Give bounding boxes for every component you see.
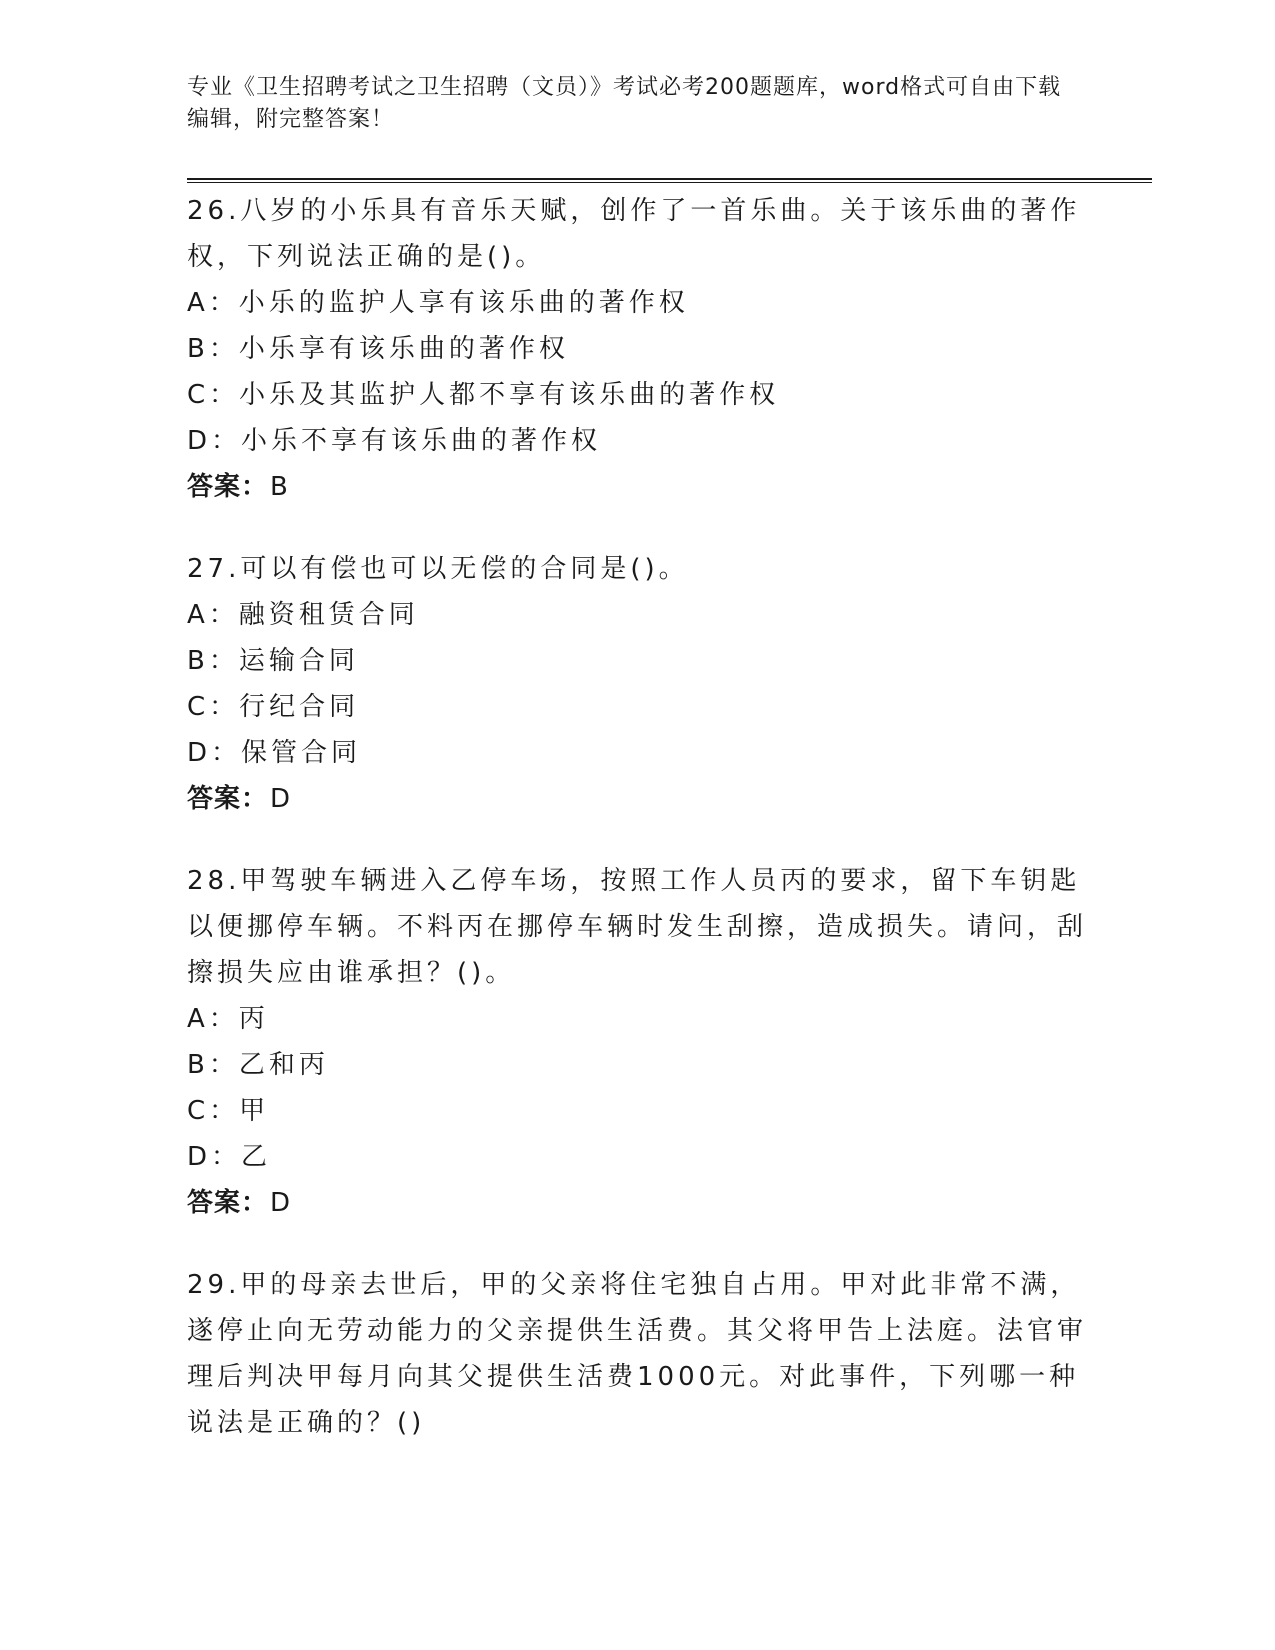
question-27 xyxy=(187,546,1087,822)
question-stem: 28.甲驾驶车辆进入乙停车场，按照工作人员丙的要求，留下车钥匙以便挪停车辆。不料丙在挪停车辆时发生刮擦，造成损失。请问，刮擦损失应由谁承担？()。 xyxy=(187,866,1088,988)
answer-line xyxy=(187,464,1087,510)
answer-value: B xyxy=(270,472,289,502)
answer-line xyxy=(187,1180,1087,1226)
option-b: B：乙和丙 xyxy=(187,1050,329,1080)
option-d: D：保管合同 xyxy=(187,738,362,768)
option-a: A：丙 xyxy=(187,1004,269,1034)
option-c: C：甲 xyxy=(187,1096,270,1126)
answer-value: D xyxy=(270,784,292,814)
question-26 xyxy=(187,188,1087,510)
answer-label: 答案： xyxy=(187,1188,269,1218)
option-d: D：乙 xyxy=(187,1142,272,1172)
option-c: C：小乐及其监护人都不享有该乐曲的著作权 xyxy=(187,380,780,410)
option-a: A：小乐的监护人享有该乐曲的著作权 xyxy=(187,288,689,318)
answer-label: 答案： xyxy=(187,784,269,814)
question-28 xyxy=(187,858,1087,1226)
option-a: A：融资租赁合同 xyxy=(187,600,419,630)
answer-line xyxy=(187,776,1087,822)
answer-label: 答案： xyxy=(187,472,269,502)
option-c: C：行纪合同 xyxy=(187,692,360,722)
question-stem: 26.八岁的小乐具有音乐天赋，创作了一首乐曲。关于该乐曲的著作权，下列说法正确的是()。 xyxy=(187,196,1081,272)
header-divider-thick xyxy=(187,178,1152,180)
option-b: B：小乐享有该乐曲的著作权 xyxy=(187,334,569,364)
option-b: B：运输合同 xyxy=(187,646,359,676)
question-29 xyxy=(187,1262,1087,1446)
page-header: 专业《卫生招聘考试之卫生招聘（文员）》考试必考200题题库，word格式可自由下载编辑，附完整答案！ xyxy=(187,75,1062,132)
option-d: D：小乐不享有该乐曲的著作权 xyxy=(187,426,602,456)
question-stem: 29.甲的母亲去世后，甲的父亲将住宅独自占用。甲对此非常不满，遂停止向无劳动能力的父亲提供生活费。其父将甲告上法庭。法官审理后判决甲每月向其父提供生活费1000元。对此事件，下列哪一种说法是正确的？() xyxy=(187,1270,1088,1438)
answer-value: D xyxy=(270,1188,292,1218)
question-list xyxy=(187,188,1087,1482)
question-stem: 27.可以有偿也可以无偿的合同是()。 xyxy=(187,554,689,584)
header-divider-thin xyxy=(187,182,1152,183)
